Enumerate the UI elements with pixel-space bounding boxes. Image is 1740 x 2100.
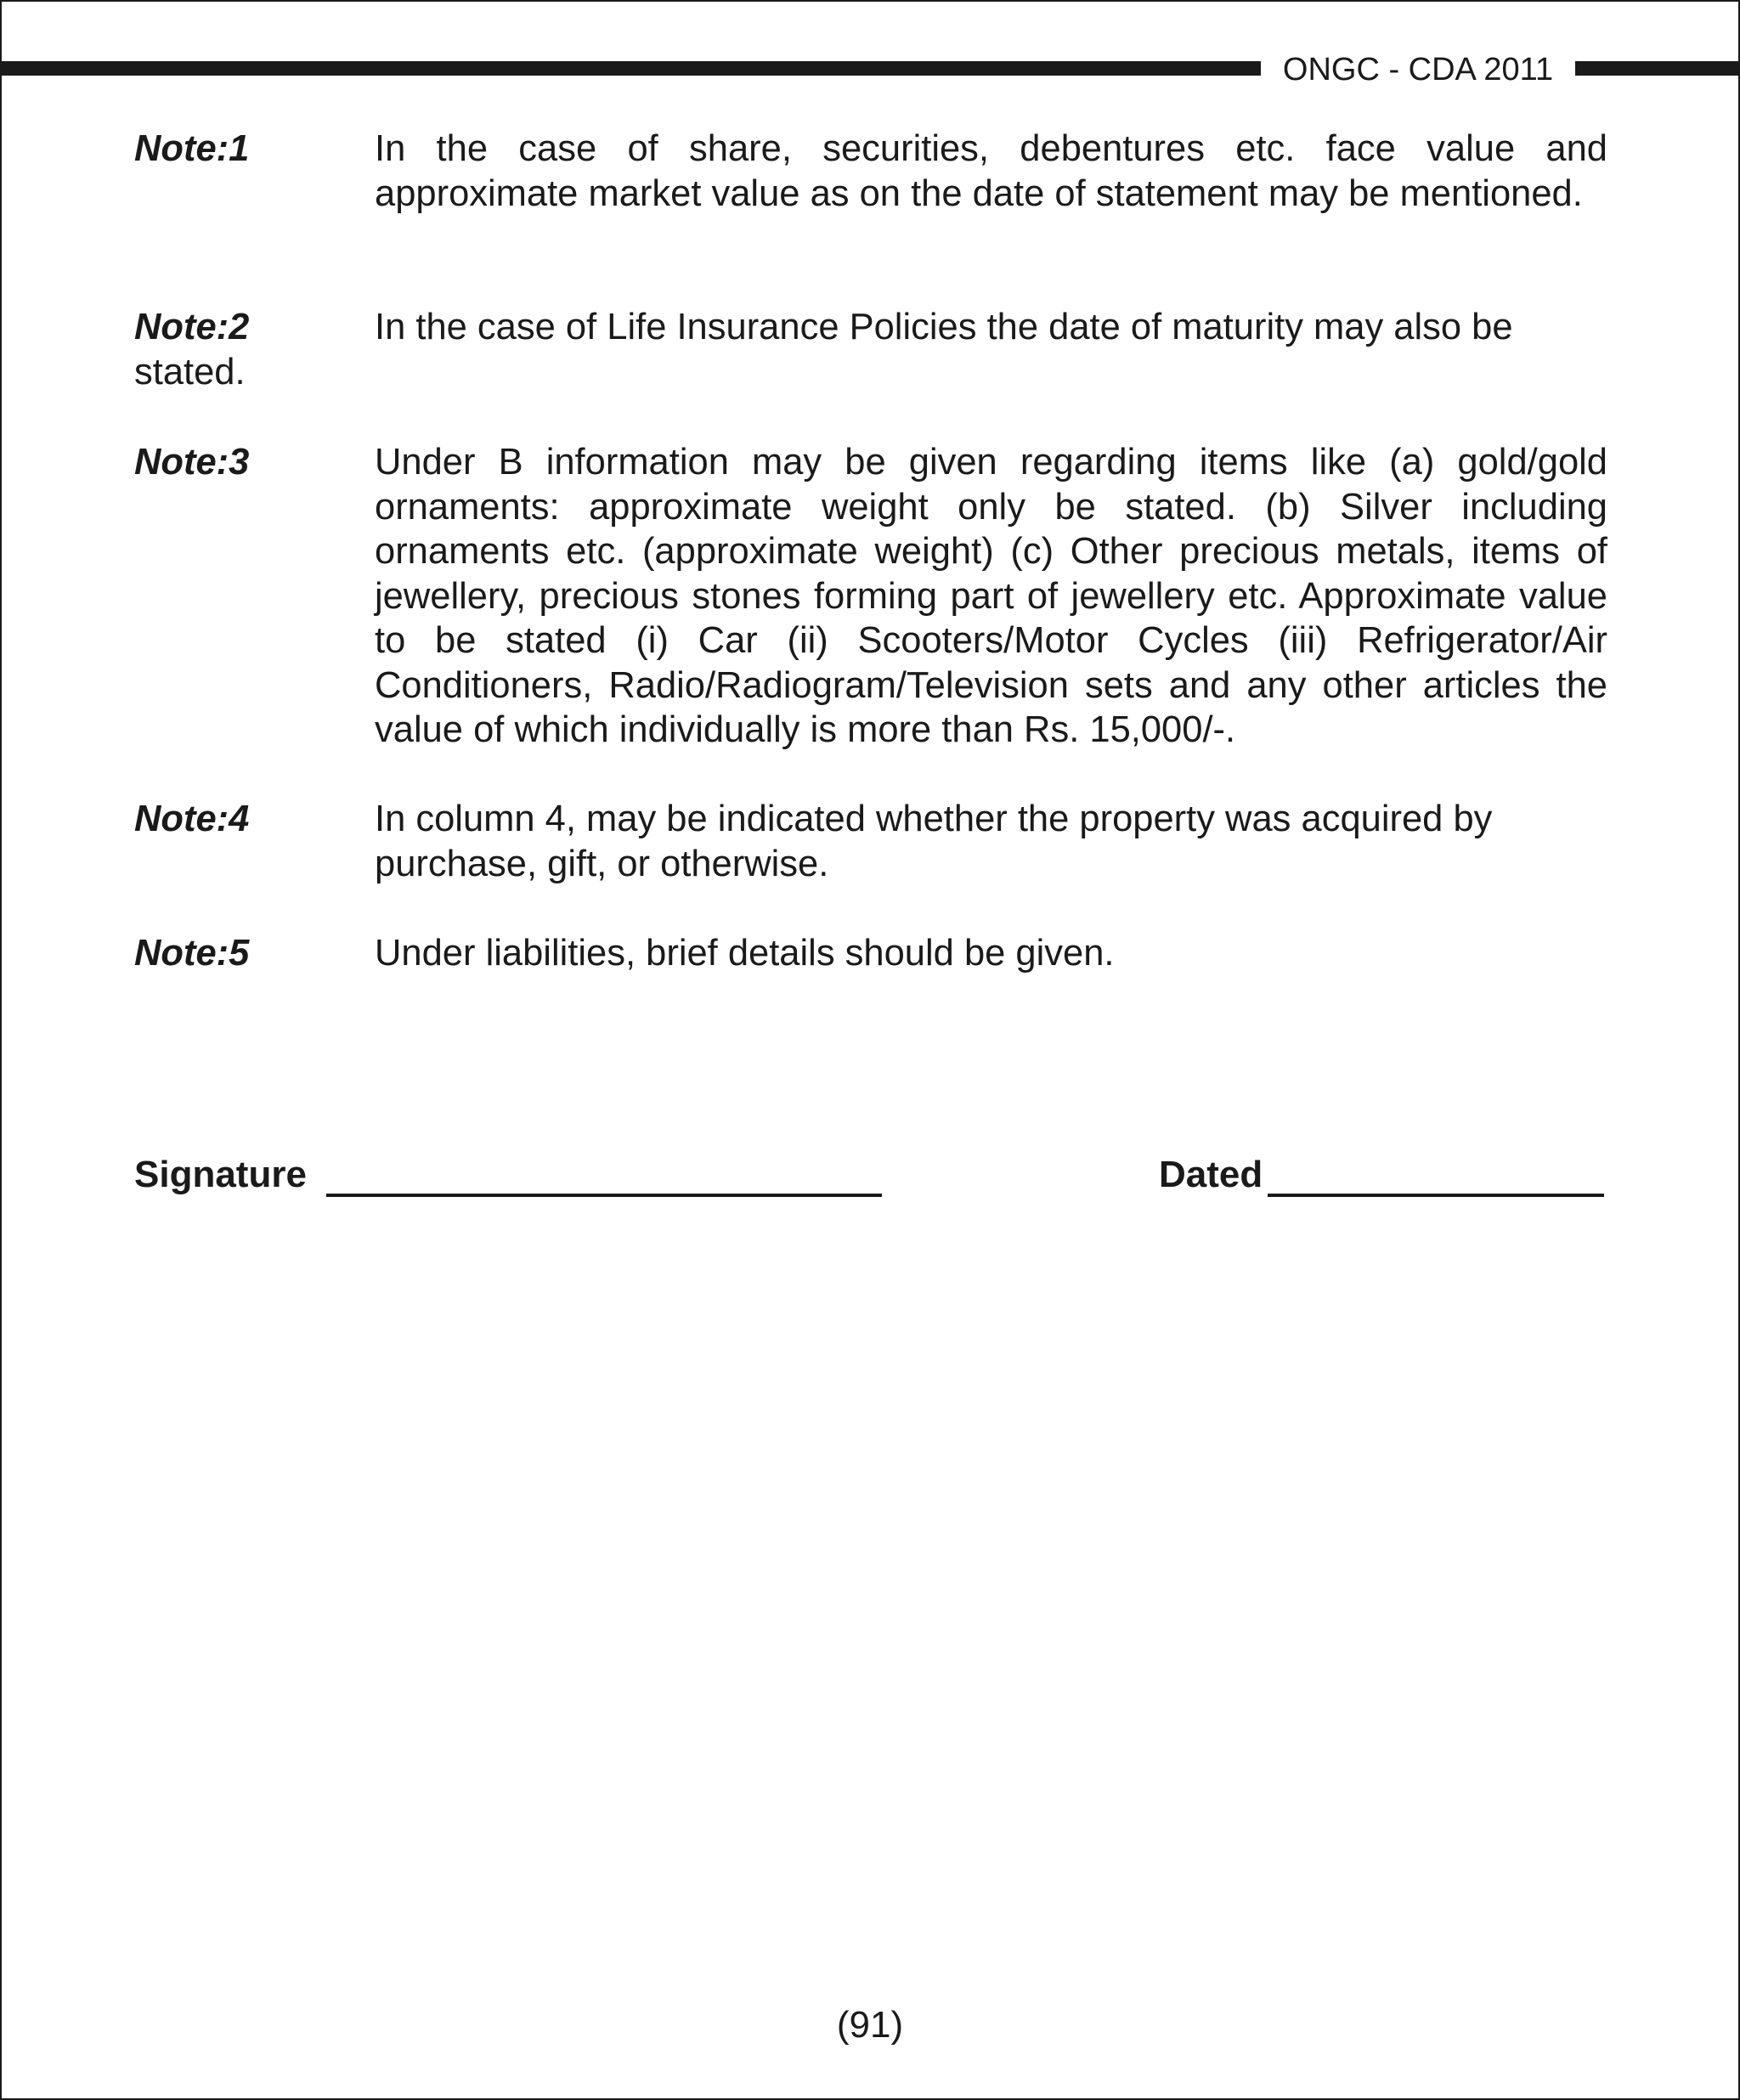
dated-line[interactable] <box>1268 1194 1604 1197</box>
note-label: Note:3 <box>134 442 250 483</box>
header-rule-right <box>1575 61 1738 76</box>
note-text: In the case of Life Insurance Policies the date of maturity may also be <box>375 307 1513 347</box>
note-5 <box>134 931 1607 976</box>
note-text: In the case of share, securities, debentures etc. face value and approximate market value as on the date of statement may be mentioned. <box>375 128 1607 214</box>
note-label: Note:1 <box>134 128 250 169</box>
header-rule-left <box>2 61 1261 76</box>
signature-label: Signature <box>134 1154 307 1195</box>
note-2 <box>134 305 1607 395</box>
note-label: Note:5 <box>134 933 250 974</box>
note-3 <box>134 440 1607 753</box>
header-title: ONGC - CDA 2011 <box>1282 52 1554 88</box>
note-text-continuation: stated. <box>134 351 246 392</box>
dated-label: Dated <box>1159 1154 1263 1195</box>
note-text: Under B information may be given regarding items like (a) gold/gold ornaments: approximate weight only be stated. (b) Silver including ornaments etc. (approximate weight) (c) Other precious metals, items of jewellery, precious stones forming part of jewellery etc. Approximate value to be stated (i) Car (ii) Scooters/Motor Cycles (iii) Refrigerator/Air Conditioners, Radio/Radiogram/Television sets and any other articles the value of which individually is more than Rs. 15,000/-. <box>375 442 1607 750</box>
note-label: Note:4 <box>134 799 250 839</box>
note-text: In column 4, may be indicated whether the property was acquired by purchase, gift, or otherwise. <box>375 799 1493 884</box>
note-4 <box>134 797 1607 886</box>
note-1 <box>134 127 1607 216</box>
signature-line[interactable] <box>326 1194 882 1197</box>
note-label: Note:2 <box>134 307 250 347</box>
note-text: Under liabilities, brief details should be given. <box>375 933 1115 974</box>
page-number: (91) <box>836 2004 904 2046</box>
